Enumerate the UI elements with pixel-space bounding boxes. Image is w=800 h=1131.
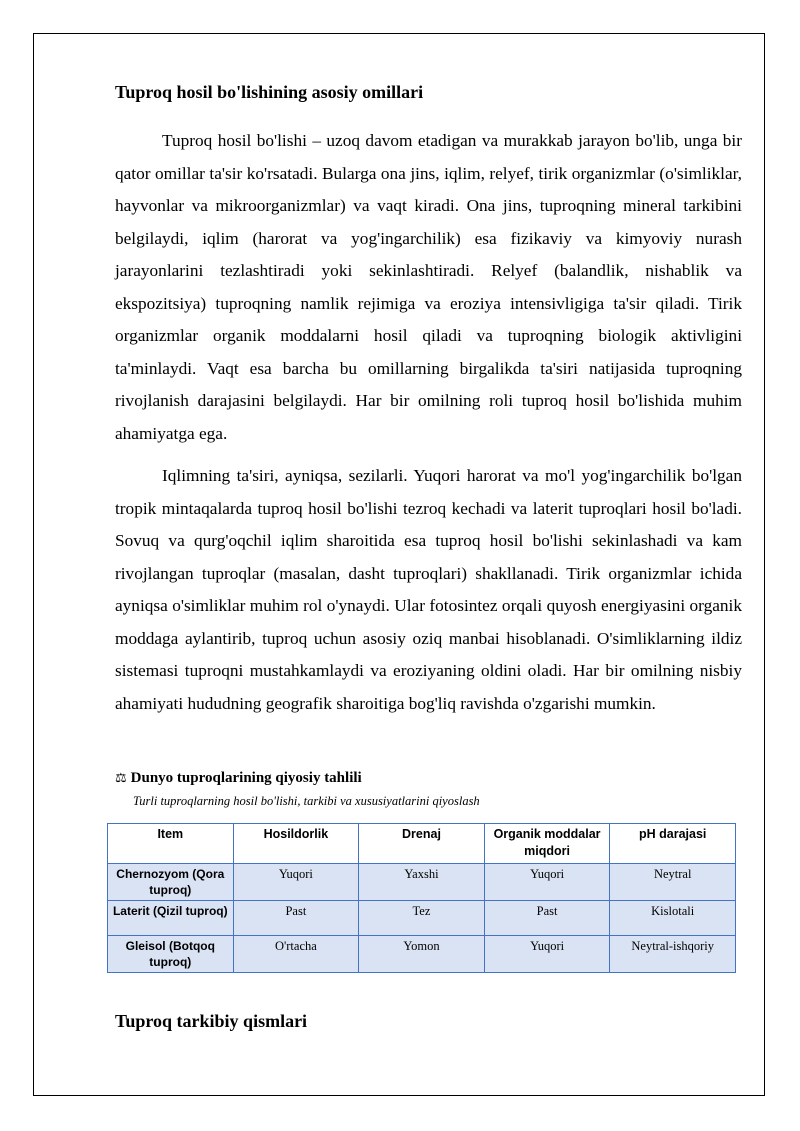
table-title [115, 768, 742, 788]
section-heading: Tuproq hosil bo'lishining asosiy omillari [115, 82, 424, 102]
paragraph-1: Tuproq hosil bo'lishi – uzoq davom etadigan va murakkab jarayon bo'lib, unga bir qator omillar ta'sir ko'rsatadi. Bularga ona jins, iqlim, relyef, tirik organizmlar (o'simliklar, hayvonlar va mikroorganizmlar) va vaqt kiradi. Ona jins, tuproqning mineral tarkibini belgilaydi, iqlim (harorat va yog'ingarchilik) esa fizikaviy va kimyoviy nurash jarayonlarini tezlashtiradi yoki sekinlashtiradi. Relyef (balandlik, nishablik va ekspozitsiya) tuproqning namlik rejimiga va eroziya intensivligiga ta'sir qiladi. Tirik organizmlar organik moddalarni hosil qiladi va tuproqning biologik aktivligini ta'minlaydi. Vaqt esa barcha bu omillarning birgalikda ta'siri natijasida tuproqning rivojlanish darajasini belgilaydi. Har bir omilning roli tuproq hosil bo'lishida muhim ahamiyatga ega. [115, 131, 742, 443]
table-row [108, 901, 736, 936]
header-cell: Item [108, 824, 234, 864]
table-cell: Neytral [610, 864, 736, 901]
header-cell: pH darajasi [610, 824, 736, 864]
table-row [108, 936, 736, 973]
row-label: Chernozyom (Qora tuproq) [108, 864, 234, 901]
table-cell: Yuqori [484, 864, 610, 901]
header-cell: Drenaj [359, 824, 485, 864]
header-cell: Hosildorlik [233, 824, 359, 864]
row-label: Gleisol (Botqoq tuproq) [108, 936, 234, 973]
table-cell: Neytral-ishqoriy [610, 936, 736, 973]
table-cell: Yuqori [484, 936, 610, 973]
table-cell: Yomon [359, 936, 485, 973]
paragraph-2: Iqlimning ta'siri, ayniqsa, sezilarli. Yuqori harorat va mo'l yog'ingarchilik bo'lgan tropik mintaqalarda tuproq hosil bo'lishi tezroq kechadi va laterit tuproqlari hosil bo'ladi. Sovuq va qurg'oqchil iqlim sharoitida esa tuproq hosil bo'lishi sekinlashadi va kam rivojlangan tuproqlar (masalan, dasht tuproqlari) shakllanadi. Tirik organizmlar ichida ayniqsa o'simliklar muhim rol o'ynaydi. Ular fotosintez orqali quyosh energiyasini organik moddaga aylantirib, tuproq uchun asosiy oziq manbai hisoblanadi. O'simliklarning ildiz sistemasi tuproqni mustahkamlaydi va eroziyaning oldini oladi. Har bir omilning nisbiy ahamiyati hududning geografik sharoitiga bog'liq ravishda o'zgarishi mumkin. [115, 466, 742, 713]
row-label: Laterit (Qizil tuproq) [108, 901, 234, 936]
table-cell: Past [484, 901, 610, 936]
section-heading-2: Tuproq tarkibiy qismlari [115, 1011, 308, 1031]
comparison-table [107, 823, 736, 973]
table-cell: Past [233, 901, 359, 936]
table-header-row [108, 824, 736, 864]
scales-icon: ⚖ [115, 770, 127, 786]
header-cell: Organik moddalar miqdori [484, 824, 610, 864]
table-title-text: Dunyo tuproqlarining qiyosiy tahlili [130, 769, 362, 786]
table-cell: O'rtacha [233, 936, 359, 973]
table-cell: Tez [359, 901, 485, 936]
table-cell: Yaxshi [359, 864, 485, 901]
table-caption [115, 768, 742, 812]
table-subtitle: Turli tuproqlarning hosil bo'lishi, tarkibi va xususiyatlarini qiyoslash [133, 794, 480, 808]
page-content [115, 80, 742, 720]
table-row [108, 864, 736, 901]
table-cell: Kislotali [610, 901, 736, 936]
table-cell: Yuqori [233, 864, 359, 901]
